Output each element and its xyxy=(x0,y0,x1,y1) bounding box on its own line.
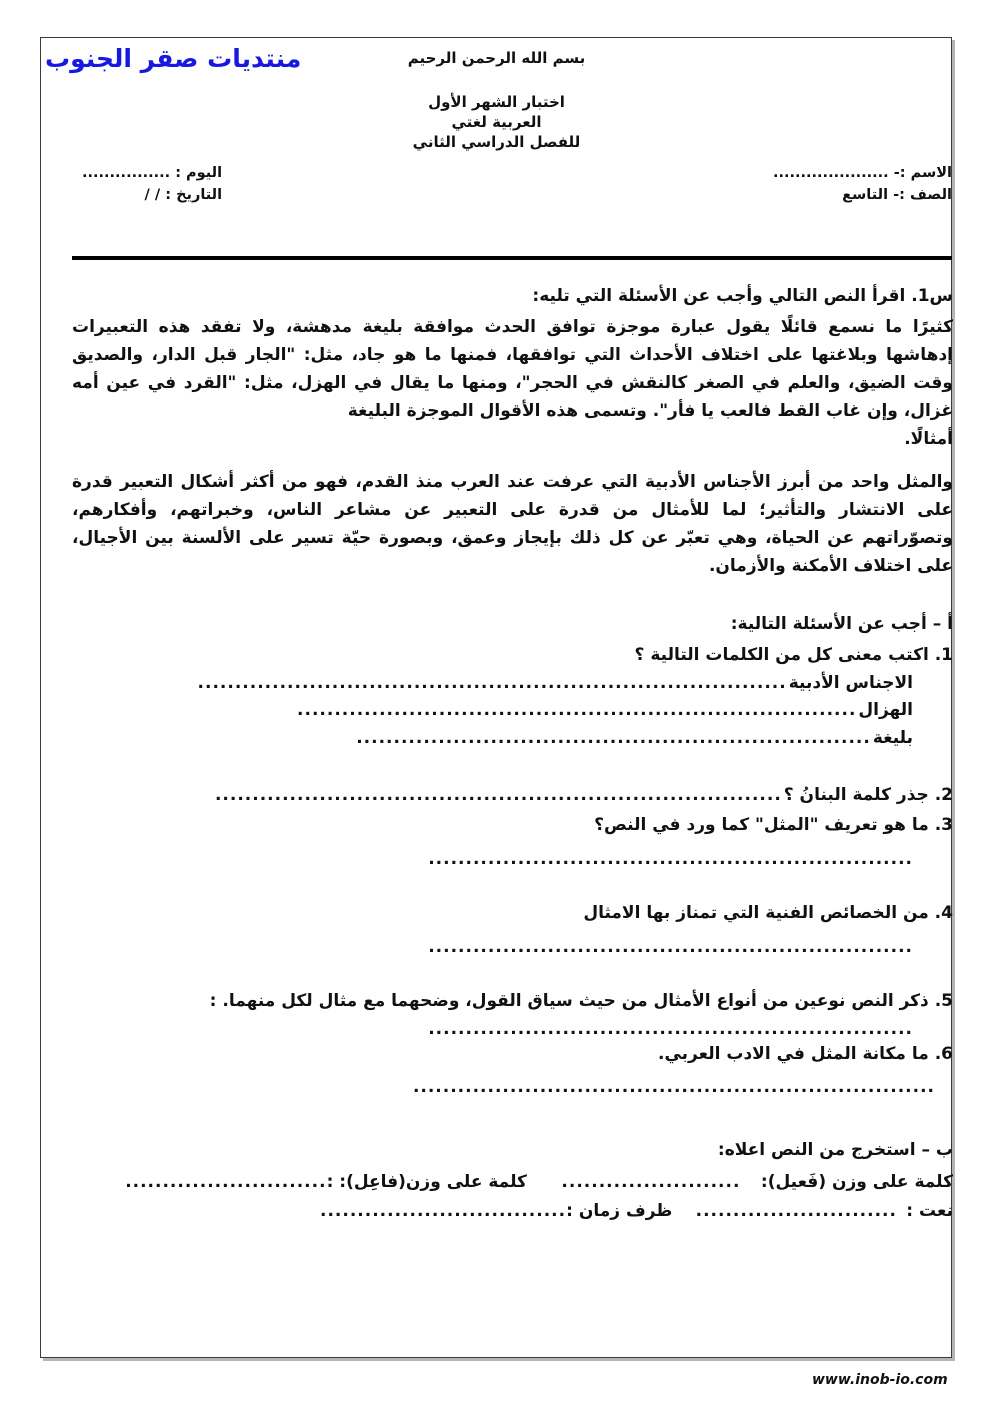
question-b1-answer-line-b[interactable]: ........................... xyxy=(125,1171,327,1192)
question-a1-word-1: الاجناس الأدبية xyxy=(788,672,913,693)
question-b2-label-a: نعت : xyxy=(906,1201,953,1222)
student-name-label: الاسم :- xyxy=(893,165,952,181)
question-a1-answer-line-3[interactable]: ..................................................................... xyxy=(356,727,871,748)
question-b1-label-b: كلمة على وزن(فاعِل): : xyxy=(326,1171,527,1192)
date-label: التاريخ : xyxy=(165,187,223,204)
question-a1-answer-line-2[interactable]: ........................................................................... xyxy=(297,700,857,721)
student-grade-label: الصف :- xyxy=(893,187,952,204)
student-name-dots: ..................... xyxy=(772,165,889,181)
question-b1-label-a: كلمة على وزن (فَعيل): xyxy=(760,1171,953,1192)
forum-watermark: منتديات صقر الجنوب xyxy=(45,44,302,73)
reading-passage-1-text: كثيرًا ما نسمع قائلًا يقول عبارة موجزة توافق الحدث موافقة بليغة مدهشة، ولا تفقد هذه التعبيرات إدهاشها وبلاغتها على اختلاف الأحداث التي توافقها، فمنها ما هو جاد، مثل: "الجار قبل الدار، والصديق وقت الضيق، والعلم في الصغر كالنقش في الحجر"، ومنها ما يقال في الهزل، مثل: "القرد في عين أمه غزال، وإن غاب القط فالعب يا فأر". وتسمى هذه الأقوال الموجزة البليغة xyxy=(72,316,953,422)
question-a1-answer-line-1[interactable]: ............................................................................... xyxy=(197,672,787,693)
question-a4-answer-line[interactable]: ................................................................. xyxy=(428,937,913,958)
question-a2-answer-line[interactable]: ............................................................................ xyxy=(214,785,782,806)
question-1-heading: س1. اقرأ النص التالي وأجب عن الأسئلة التي تليه: xyxy=(532,286,953,306)
exam-title-line-2: العربية لغتي xyxy=(451,112,542,131)
reading-passage-2: والمثل واحد من أبرز الأجناس الأدبية التي عرفت عند العرب منذ القدم، فهو من أكثر أشكال التعبير قدرة على الانتشار والتأثير؛ لما للأمثال من قدرة على التعبير عن مشاعر الناس، وخبراتهم، وأفكارهم، وتصوّراتهم عن الحياة، وهي تعبّر عن كل ذلك بإيجاز وعمق، وبصورة حيّة تسير على الألسنة بين الأجيال، على اختلاف الأمكنة والأزمان. xyxy=(72,471,953,577)
question-a2-row xyxy=(72,782,953,810)
section-a-label: أ – أجب عن الأسئلة التالية: xyxy=(730,613,953,634)
question-b2-label-b: ظرف زمان : xyxy=(566,1201,673,1222)
day-field[interactable] xyxy=(82,162,222,184)
date-field[interactable] xyxy=(82,184,222,206)
exam-body xyxy=(72,283,953,1226)
footer-website-url: www.inob-io.com xyxy=(812,1372,948,1388)
basmala-text: بسم الله الرحمن الرحيم xyxy=(407,49,586,67)
day-label: اليوم : xyxy=(175,165,223,181)
question-b1-row xyxy=(72,1169,953,1197)
student-info-right xyxy=(773,162,952,207)
question-b2-answer-line-a[interactable]: ........................... xyxy=(695,1201,897,1222)
question-a2: 2. جذر كلمة البنانُ ؟ xyxy=(783,785,953,806)
question-a1-word-row-2 xyxy=(32,697,953,725)
reading-passage-1-tail: أمثالًا. xyxy=(904,429,953,450)
question-a3-answer-line[interactable]: ................................................................. xyxy=(428,849,913,870)
question-a1-word-2: الهزال xyxy=(858,700,913,721)
day-dots: ................ xyxy=(82,165,171,181)
student-info-left xyxy=(82,162,222,207)
question-b2-row xyxy=(72,1198,953,1226)
question-a6-answer-line[interactable]: ...................................................................... xyxy=(412,1076,935,1097)
question-b2-answer-line-b[interactable]: ................................. xyxy=(319,1201,567,1222)
question-a5-answer-line[interactable]: ................................................................. xyxy=(428,1019,913,1040)
date-value: / / xyxy=(144,187,161,204)
question-a1-word-row-1 xyxy=(32,670,953,698)
reading-passage-1 xyxy=(72,313,953,454)
question-a4: 4. من الخصائص الفنية التي تمناز بها الامثال xyxy=(583,902,953,923)
question-a3: 3. ما هو تعريف "المثل" كما ورد في النص؟ xyxy=(594,814,953,835)
question-a5: 5. ذكر النص نوعين من أنواع الأمثال من حيث سياق القول، وضحهما مع مثال لكل منهما. : xyxy=(209,990,953,1011)
exam-title-line-3: للفصل الدراسي الثاني xyxy=(412,132,581,151)
question-a1-word-3: بليغة xyxy=(872,727,913,748)
question-a6: 6. ما مكانة المثل في الادب العربي. xyxy=(658,1044,953,1065)
exam-title-block xyxy=(0,49,993,152)
header-divider-rule xyxy=(72,256,952,260)
student-grade-field xyxy=(773,184,952,206)
student-info-row xyxy=(72,162,952,214)
question-b1-answer-line-a[interactable]: ........................ xyxy=(561,1171,741,1192)
section-b-label: ب – استخرج من النص اعلاه: xyxy=(717,1140,953,1161)
question-a1: 1. اكتب معنى كل من الكلمات التالية ؟ xyxy=(634,645,953,666)
student-grade-value: التاسع xyxy=(842,187,889,204)
question-a1-word-row-3 xyxy=(32,725,953,753)
student-name-field[interactable] xyxy=(773,162,952,184)
exam-title-line-1: اختبار الشهر الأول xyxy=(428,93,565,111)
